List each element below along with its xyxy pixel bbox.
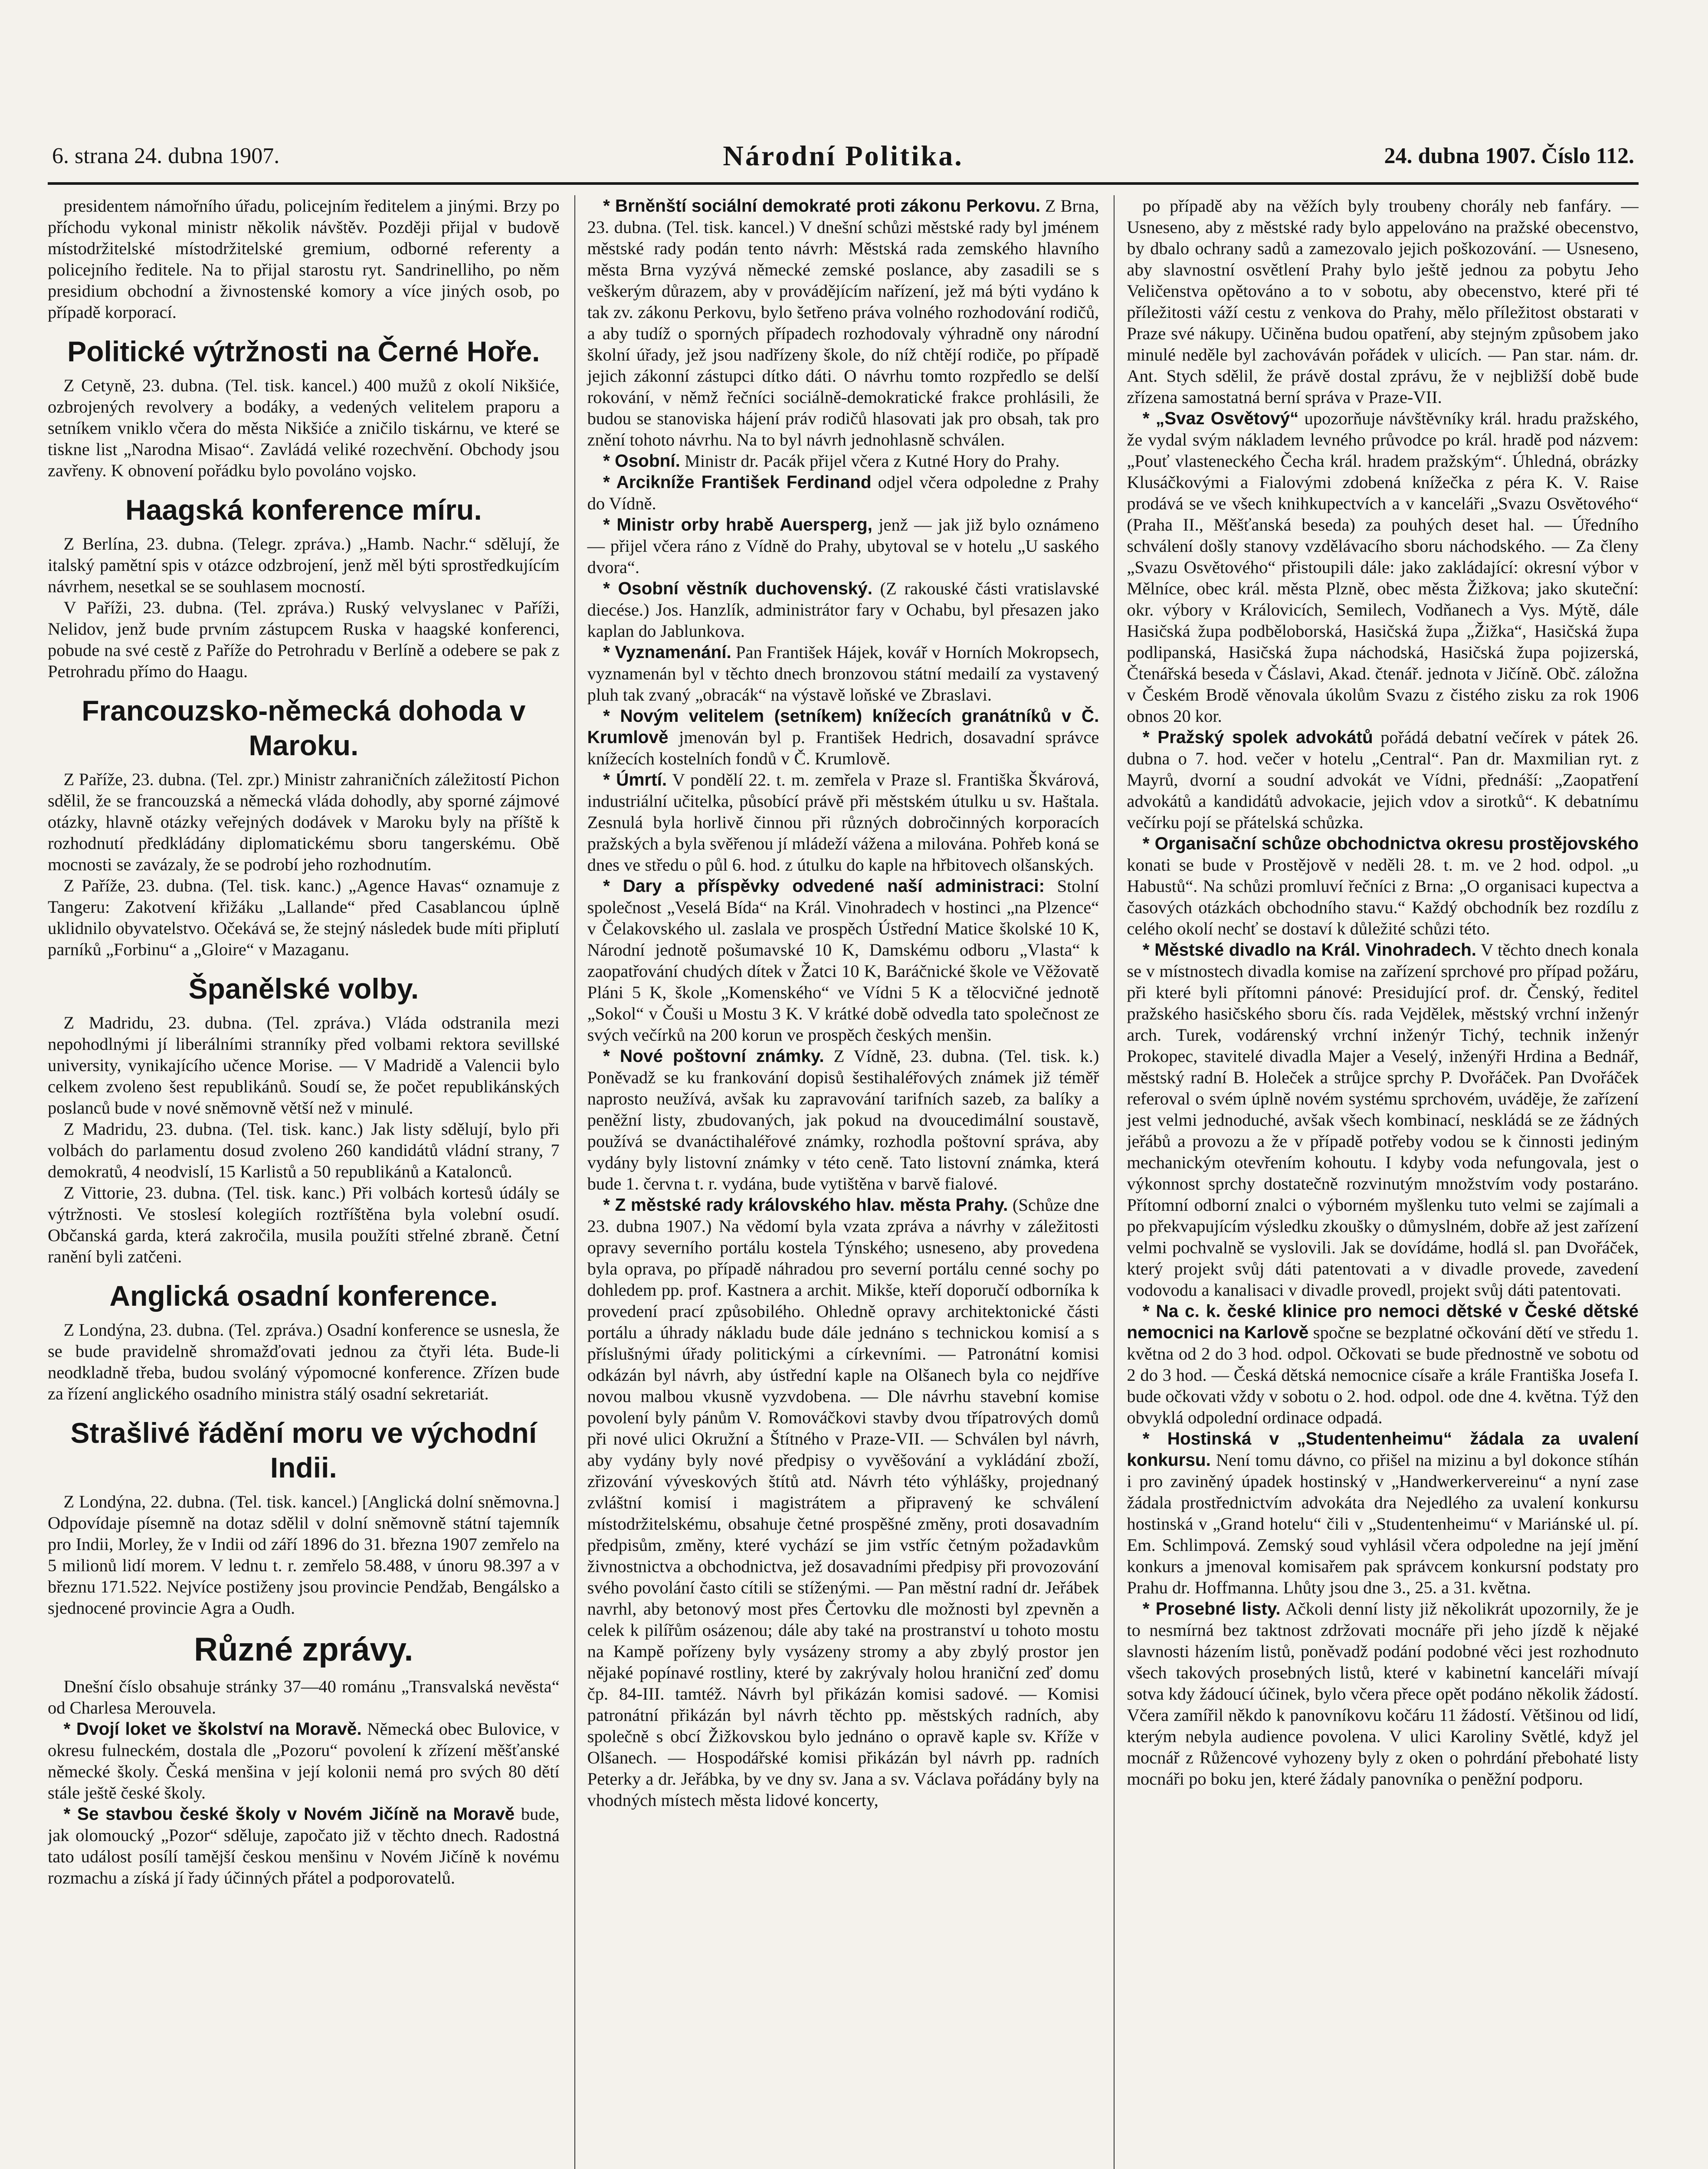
article-body: Z Madridu, 23. dubna. (Tel. zpráva.) Vláda odstranila mezi nepohodlnými jí liberálními stranníky před volbami rektora sevillské university, vynikajícího učence Morise. — V Madridě a Valencii bylo celkem zvoleno šest republikánů. Soudí se, že počet republikánských poslanců bude v nové sněmovně větší než v minulé. [48, 1013, 560, 1117]
news-kicker: * „Svaz Osvětový“ [1142, 408, 1299, 428]
article-body: Z Londýna, 23. dubna. (Tel. zpráva.) Osadní konference se usnesla, že se bude pravidelně shromažďovati jednou za čtyři léta. Bude-li neodkladně třeba, budou svoláný výpomocné konference. Zřízen bude za řízení anglického osadního ministra stálý osadní sekretariát. [48, 1320, 560, 1403]
news-kicker: * Nové poštovní známky. [603, 1046, 824, 1066]
news-kicker: * Hostinská v „Studentenheimu“ žádala za uvalení konkursu. [1127, 1429, 1639, 1470]
news-kicker: * Novým velitelem (setníkem) knížecích granátníků v Č. Krumlově [587, 706, 1099, 747]
news-item [587, 1194, 1099, 1811]
article-continuation: presidentem námořního úřadu, policejním ředitelem a jinými. Brzy po příchodu vykonal ministr několik návštěv. Později přijal v budově místodržitelské místodržitelské gremium, odborné referenty a policejního ředitele. Na to přijal starostu ryt. Sandrinelliho, po něm presidium obchodní a živnostenské komory a více jiných osob, po případě korporací. [48, 196, 560, 322]
column-2 [574, 195, 1099, 2169]
news-item [587, 514, 1099, 578]
article-body: Dnešní číslo obsahuje stránky 37—40 románu „Transvalská nevěsta“ od Charlesa Merouvela. [48, 1677, 560, 1717]
news-text: odjel včera odpoledne z Prahy do Vídně. [587, 472, 1099, 513]
article-body: Z Vittorie, 23. dubna. (Tel. tisk. kanc.) Při volbách kortesů údály se výtržnosti. Ve stoslesí kolegiích roztříštěna byla volební osudí. Občanská garda, která zakročila, musila použíti střelné zbraně. Četní ranění byli zatčeni. [48, 1183, 560, 1266]
news-item [587, 578, 1099, 642]
news-text: Pan František Hájek, kovář v Horních Mokropsech, vyznamenán byl v těchto dnech bronzovou státní medailí za vystavený pluh tak zvaný „obracák“ na výstavě loňské ve Zbraslavi. [587, 642, 1099, 704]
issue-date: 6. strana 24. dubna 1907. [52, 144, 280, 168]
article-body: Z Madridu, 23. dubna. (Tel. tisk. kanc.) Jak listy sdělují, bylo při volbách do parlamentu dosud zvoleno 260 kandidátů vládní strany, 7 demokratů, 4 neodvislí, 15 Karlistů a 50 republikánů a Katalonců. [48, 1119, 560, 1181]
article-body: V Paříži, 23. dubna. (Tel. zpráva.) Ruský velvyslanec v Paříži, Nelidov, jenž bude prvním zástupcem Ruska v haagské konferenci, pobude na své cestě z Paříže do Petrohradu v Berlíně a odebere se pak z Petrohradu přímo do Haagu. [48, 598, 560, 681]
columns [48, 195, 1639, 2169]
headline-colonial-conference: Anglická osadní konference. [109, 1280, 498, 1312]
news-item [1127, 1598, 1639, 1789]
news-text: Německá obec Bulovice, v okresu fulneckém, dostala dle „Pozoru“ povolení k zřízení měšťanské německé školy. Česká menšina v její kolonii nemá pro svých 80 dětí stále ještě české školy. [48, 1719, 560, 1802]
news-item [587, 705, 1099, 769]
news-item [1127, 408, 1639, 727]
headline-hague: Haagská konference míru. [125, 494, 482, 526]
news-text: Není tomu dávno, co přišel na mizinu a byl dokonce stíhán i pro zaviněný úpadek hostinský v „Handwerkervereinu“ a nyní zase žádala prostřednictvím advokáta dra Nejedlého za uvalení konkursu hostinská v „Grand hotelu“ čili v „Studentenheimu“ v Mariánské ul. pí. Em. Schlimpová. Zemský soud vyhlásil včera odpoledne na její jmění konkurs a jmenoval komisařem pak správcem konkursní podstaty pro Prahu dr. Hoffmanna. Lhůty jsou dne 3., 25. a 31. května. [1127, 1450, 1639, 1597]
news-kicker: * Z městské rady královského hlav. města Prahy. [603, 1195, 1008, 1215]
news-item [1127, 939, 1639, 1301]
issue-number: 24. dubna 1907. Číslo 112. [1384, 144, 1634, 168]
article-continuation: po případě aby na věžích byly troubeny chorály neb fanfáry. — Usneseno, aby z městské rady bylo appelováno na pražské obecenstvo, by dbalo ochrany sadů a zamezovalo jejich poškozování. — Usneseno, aby slavnostní osvětlení Prahy bylo ještě jednou za pobytu Jeho Veličenstva opětováno a to v sobotu, aby obecenstvo, které při té příležitosti váží cestu z venkova do Prahy, mělo příležitost obstarati v Praze své nákupy. Učiněna budou opatření, aby stejným způsobem jako minulé neděle byl zachováván pořádek v ulicích. — Pan star. nám. dr. Ant. Stych sdělil, že právě dostal zprávu, že v nejbližší době bude zřízena samostatná berní správa v Praze-VII. [1127, 196, 1639, 407]
article-body: Z Paříže, 23. dubna. (Tel. zpr.) Ministr zahraničních záležitostí Pichon sdělil, že se francouzská a německá vláda dohodly, aby sporné zájmové otázky, hlavně otázky veřejných dodávek v Maroku byly na příště k rozhodnutí předkládány diplomatickému sboru tangerskému. Obě mocnosti se zavázaly, že se podrobí jeho rozhodnutím. [48, 770, 560, 874]
news-item [1127, 1428, 1639, 1598]
news-kicker: * Osobní věstník duchovenský. [603, 578, 873, 598]
news-text: spočne se bezplatné očkování dětí ve středu 1. května od 2 do 3 hod. odpol. Očkovati se bude přednostně ve sobotu od 2 do 3 hod. — Česká dětská nemocnice císaře a krále Františka Josefa I. bude očkovati vždy v sobotu o 2. hod. odpol. ode dne 4. května. Týž den obvyklá odpolední ordinace odpadá. [1127, 1323, 1639, 1427]
news-kicker: * Městské divadlo na Král. Vinohradech. [1142, 940, 1477, 960]
news-text: Z Brna, 23. dubna. (Tel. tisk. kancel.) V dnešní schůzi městské rady byl jménem městské rady podán tento návrh: Městská rada zemského hlavního města Brna vyzývá německé zemské poslance, aby zasadili se s veškerým důrazem, aby v provádějícím nařízení, jež má býti vydáno k tak zv. zákonu Perkovu, bylo šetřeno práva volného rozhodování rodičů, a aby tudíž o sporných případech rozhodovaly výhradně ony národní školní úřady, jež jsou nadřízeny škole, do níž chtějí rodiče, po případě jejich zákonní zástupci dítko dáti. O návrhu tomto rozpředlo se delší rokování, v němž řečníci sociálně-demokratické frakce prohlásili, že budou se stanoviska hájení práv rodičů hlasovati jak pro obsah, tak pro znění tohoto návrhu. Na to byl návrh jednohlasně schválen. [587, 196, 1099, 449]
news-text: jenž — jak již bylo oznámeno — přijel včera ráno z Vídně do Prahy, ubytoval se v hotelu „U saského dvora“. [587, 515, 1099, 577]
news-text: (Z rakouské části vratislavské diecése.) Jos. Hanzlík, administrátor fary v Ochabu, byl přesazen jako kaplan do Jablunkova. [587, 579, 1099, 641]
news-text: Ministr dr. Pacák přijel včera z Kutné Hory do Prahy. [685, 451, 1060, 471]
news-text: Stolní společnost „Veselá Bída“ na Král. Vinohradech v hostinci „na Plzence“ v Čelakovského ul. zaslala ve prospěch Ústřední Matice školské 10 K, Národní jednotě pošumavské 10 K, Damskému odboru „Vlasta“ k zaopatřování chudých dítek v Žatci 10 K, Baráčnické škole ve Věžovatě Pláni 5 K, škole „Komenského“ ve Vídni 5 K a tělocvičné jednotě „Sokol“ v Čouši u Mostu 3 K. V krátké době odvedla tato společnost ze svých večírků na 200 korun ve prospěch českých menšin. [587, 876, 1099, 1045]
news-text: Z Vídně, 23. dubna. (Tel. tisk. k.) Poněvadž se ku frankování dopisů šestihaléřových známek již téměř naprosto neužívá, avšak ku zapravování tarifních sazeb, za balíky a peněžní listy, zbudovaných, jak pokud na dvoucedimální soustavě, používá se dvanáctihaléřové známky, rozhodla poštovní správa, aby vydány byly listovní známky v této ceně. Tato listovní známka, která bude 1. června t. r. vydána, bude vytištěna v barvě fialové. [587, 1046, 1099, 1193]
news-kicker: * Organisační schůze obchodnictva okresu prostějovského [1142, 833, 1639, 853]
news-kicker: * Ministr orby hrabě Auersperg, [603, 514, 872, 534]
news-kicker: * Dary a příspěvky odvedené naší administraci: [603, 876, 1045, 896]
news-text: upozorňuje návštěvníky král. hradu pražského, že vydal svým nákladem levného průvodce po král. hradě pod názvem: „Pouť vlasteneckého Čecha král. hradem pražským“. Úhledná, obrázky Klusáčkovými a Fialovými zdobená knížečka z péra K. V. Raise prodává se ve všech knihkupectvích a v kanceláři „Svazu Osvětového“ (Praha II., Měšťanská beseda) za pouhých deset hal. — Úředního schválení došly stanovy vzdělávacího sboru náchodského. — Za členy „Svazu Osvětového“ přistoupili dále: jako zakládající: okresní výbor v Mělníce, obec král. města Plzně, obec města Žižkova; jako skuteční: okr. výbory v Královicích, Semilech, Vodňanech a Vys. Mýtě, dále Hasičská župa podběloborská, Hasičská župa „Žižka“, Hasičská župa podlipanská, Hasičská župa náchodská, Hasičská župa pojizerská, Čtenářská beseda v Čáslavi, Akad. čtenář. jednota v Jičíně. Obč. záložna v Českém Brodě věnovala úkolům Svazu z čistého zisku za rok 1906 obnos 20 kor. [1127, 409, 1639, 726]
news-item [1127, 1301, 1639, 1428]
news-text: Ačkoli denní listy již několikrát upozornily, že je to nesmírná bez taktnost zdržovati mocnáře při jeho jízdě k nějaké slavnosti házením listů, poněvadž podání podobné věci jest rozhodnuto všech takových prosebných listů, které v kabinetní kanceláři mívají sotva kdy žádoucí účinek, bylo včera přece opět podáno několik žádostí. Včera zamířil někdo k panovníkovu kočáru 11 žádostí. Většinou od lidí, kterým nebyla audience povolena. V ulici Karoliny Světlé, když jel mocnář z Růžencové vyhozeny byly z oken o pohrdání přebohaté listy mocnáři po boku jen, které žádaly panovníka o peněžní podporu. [1127, 1599, 1639, 1789]
news-kicker: * Na c. k. české klinice pro nemoci dětské v České dětské nemocnici na Karlově [1127, 1301, 1639, 1342]
news-item [587, 450, 1099, 472]
news-item [1127, 833, 1639, 939]
column-1 [48, 195, 560, 2169]
news-item [587, 769, 1099, 875]
news-item [587, 875, 1099, 1045]
news-text: pořádá debatní večírek v pátek 26. dubna o 7. hod. večer v hotelu „Central“. Pan dr. Maxmilian ryt. z Mayrů, dvorní a soudní advokát ve Vídni, přednáší: „Zaopatření advokátů a kandidátů advokacie, jejich vdov a sirotků“. K debatnímu večírku pojí se přátelská schůzka. [1127, 727, 1639, 832]
column-3 [1114, 195, 1639, 2169]
news-kicker: * Se stavbou české školy v Novém Jičíně na Moravě [63, 1804, 515, 1824]
news-kicker: * Prosebné listy. [1142, 1599, 1281, 1619]
news-item [48, 1718, 560, 1803]
headline-plague-india: Strašlivé řádění moru ve východní Indii. [70, 1417, 537, 1484]
news-text: V pondělí 22. t. m. zemřela v Praze sl. Františka Škvárová, industriální učitelka, působící právě při městském útulku u sv. Haštala. Zesnulá byla horlivě činnou při různých dobročinných korporacích pražských a byla svěřenou jí mládeží vážena a milována. Pohřeb koná se dnes ve středu o půl 6. hod. z útulku do kaple na hřbitovech olšanských. [587, 770, 1099, 875]
news-kicker: * Arcikníže František Ferdinand [603, 472, 872, 492]
news-text: V těchto dnech konala se v místnostech divadla komise na zařízení sprchové pro případ požáru, při které byli přítomni pánové: Presidující prof. dr. Čenský, ředitel pražského hasičského sboru čís. rada Vejdělek, městský vrchní inženýr arch. Turek, vodárenský vrchní inženýr Tichý, technik inženýr Prokopec, stavitelé divadla Majer a Veselý, inženýři Hrdina a Bednář, městský radní B. Holeček a strůjce sprchy P. Dvořáček. Pan Dvořáček referoval o svém úplně novém systému sprchovém, uváděje, že zařízení jest velmi jednoduché, avšak všech kombinací, neskládá se ze žádných jeřábů a provozu a že v případě potřeby vodou se k činnosti jediným mechanickým otevřením kohoutu. I kdyby voda nefungovala, jest o výkonnost sprchy dostatečně rozvinutým množstvím vody postaráno. Přítomní odborní znalci o výborném myšlenku tuto velmi se zajímali a po překvapujícím výsledku zkoušky o důmyslném, dobře až jest zařízení velmi pochvalně se vyslovili. Jak se dovídáme, hodlá sl. pan Dvořáček, který projekt svůj dáti patentovati a v divadle provede, zavedení vodovodu a kanalisaci v divadle provedl, projekt svůj dáti patentovati. [1127, 940, 1639, 1300]
headline-misc-news: Různé zprávy. [194, 1631, 413, 1668]
headline-morocco: Francouzsko-německá dohoda v Maroku. [82, 695, 526, 761]
headline-spain: Španělské volby. [188, 973, 419, 1005]
news-item [587, 195, 1099, 450]
news-text: (Schůze dne 23. dubna 1907.) Na vědomí byla vzata zpráva a návrhy v záležitosti opravy severního portálu kostela Týnského; usneseno, aby provedena byla oprava, po případě náhradou pro severní portálu cenné sochy po dohledem pp. prof. Kastnera a archit. Mikše, kteří doporučí odborníka k provedení prací způsobilého. Ohledně opravy architektonické části portálu a úhrady nákladu bude dále jednáno s technickou komisí a s příslušnými úřady politickými a církevními. — Patronátní komisi odkázán byl návrh, aby ústřední kaple na Olšanech byla co nejdříve novou malbou vkusně vyzvdobena. — Dle návrhu stavební komise povolení byly pánům V. Romováčkovi stavby dvou třípatrových domů při nové ulici Okružní a Štítného v Praze-VII. — Schválen byl návrh, aby vydány byly nové předpisy o vyvěšování a vykládání zboží, zřizování výveskových štítů atd. Návrh této výhlášky, projednaný zvláštní komisí i magistrátem a připravený ke schválení místodržitelskému, obsahuje četné prospěšné změny, proti dosavadním předpisům, změny, které vychází se jim vstříc četným požadavkům živnostnictva a obchodnictva, jež dosavadními předpisy při provozování svého povolání často cítili se stíženými. — Pan městní radní dr. Jeřábek navrhl, aby betonový most přes Čertovku dle možnosti byl zpevněn a celek k pilířům osázenou; dále aby také na prostranství u tohoto mostu na Kampě pořízeny byly vysázeny stromy a aby zbylý prostor jen nějaké popínavé rostliny, které by zakrývaly holou hraniční zeď domu čp. 84-III. tamtéž. Návrh byl přikázán komisi sadové. — Komisi patronátní přikázán byl návrh těchto pp. městských radních, aby společně s obcí Žižkovskou bylo jednáno o opravě kaple sv. Kříže v Olšanech. — Hospodářské komisi přikázán byl návrh pp. radních Peterky a dr. Jeřábka, by ve dny sv. Jana a sv. Václava pořádány byly na vhodných místech města lidové koncerty, [587, 1195, 1099, 1810]
article-body: Z Londýna, 22. dubna. (Tel. tisk. kancel.) [Anglická dolní sněmovna.] Odpovídaje písemně na dotaz sdělil v dolní sněmovně státní tajemník pro Indii, Morley, že v Indii od září 1896 do 31. března 1907 zemřelo na 5 milionů lidí morem. V lednu t. r. zemřelo 58.488, v únoru 98.397 a v březnu 171.522. Nejvíce postiženy jsou provincie Pendžab, Bengálsko a sjednocené provincie Agra a Oudh. [48, 1492, 560, 1618]
news-kicker: * Pražský spolek advokátů [1142, 727, 1373, 747]
news-kicker: * Vyznamenání. [603, 642, 731, 662]
article-body: Z Paříže, 23. dubna. (Tel. tisk. kanc.) „Agence Havas“ oznamuje z Tangeru: Zakotvení křižáku „Lallande“ před Casablancou úplně uklidnilo obyvatelstvo. Očekává se, že stejný následek bude míti připlutí parníků „Forbinu“ a „Gloire“ v Mazaganu. [48, 876, 560, 959]
news-text: jmenován byl p. František Hedrich, dosavadní správce knížecích kostelních fondů v Č. Krumlově. [587, 727, 1099, 768]
news-item [48, 1803, 560, 1888]
headline-montenegro: Politické výtržnosti na Černé Hoře. [67, 335, 540, 367]
article-body: Z Cetyně, 23. dubna. (Tel. tisk. kancel.) 400 mužů z okolí Nikšiće, ozbrojených revolvery a bodáky, a vedených velitelem praporu a setníkem vniklo včera do města Nikšiće a zničilo tiskárnu, ve které se tiskne list „Narodna Misao“. Zavládá veliké rozechvění. Obchody jsou zavřeny. K obnovení pořádku bylo povoláno vojsko. [48, 376, 560, 480]
article-body: Z Berlína, 23. dubna. (Telegr. zpráva.) „Hamb. Nachr.“ sdělují, že italský pamětní spis v otázce odzbrojení, jenž měl býti sprostředkujícím návrhem, nesetkal se se souhlasem mocností. [48, 534, 560, 596]
page-header [48, 134, 1639, 185]
news-text: konati se bude v Prostějově v neděli 28. t. m. ve 2 hod. odpol. „u Habustů“. Na schůzi promluví řečníci z Brna: „O organisaci kupectva a časových otázkách obchodního stavu.“ Každý obchodník bez rozdílu z celého okolí nechť se dostaví k důležité schůzi této. [1127, 855, 1639, 938]
news-kicker: * Osobní. [603, 451, 680, 471]
news-item [1127, 727, 1639, 833]
news-item [587, 472, 1099, 514]
news-item [587, 642, 1099, 705]
news-kicker: * Brněnští sociální demokraté proti zákonu Perkovu. [603, 196, 1041, 216]
news-text: bude, jak olomoucký „Pozor“ sděluje, započato již v těchto dnech. Radostná tato událost posílí tamější českou menšinu v Novém Jičíně k novému rozmachu a získá jí řady účinných přátel a podporovatelů. [48, 1804, 560, 1887]
news-kicker: * Úmrtí. [603, 770, 667, 790]
news-kicker: * Dvojí loket ve školství na Moravě. [63, 1719, 362, 1739]
masthead-title: Národní Politika. [723, 140, 964, 172]
news-item [587, 1045, 1099, 1194]
